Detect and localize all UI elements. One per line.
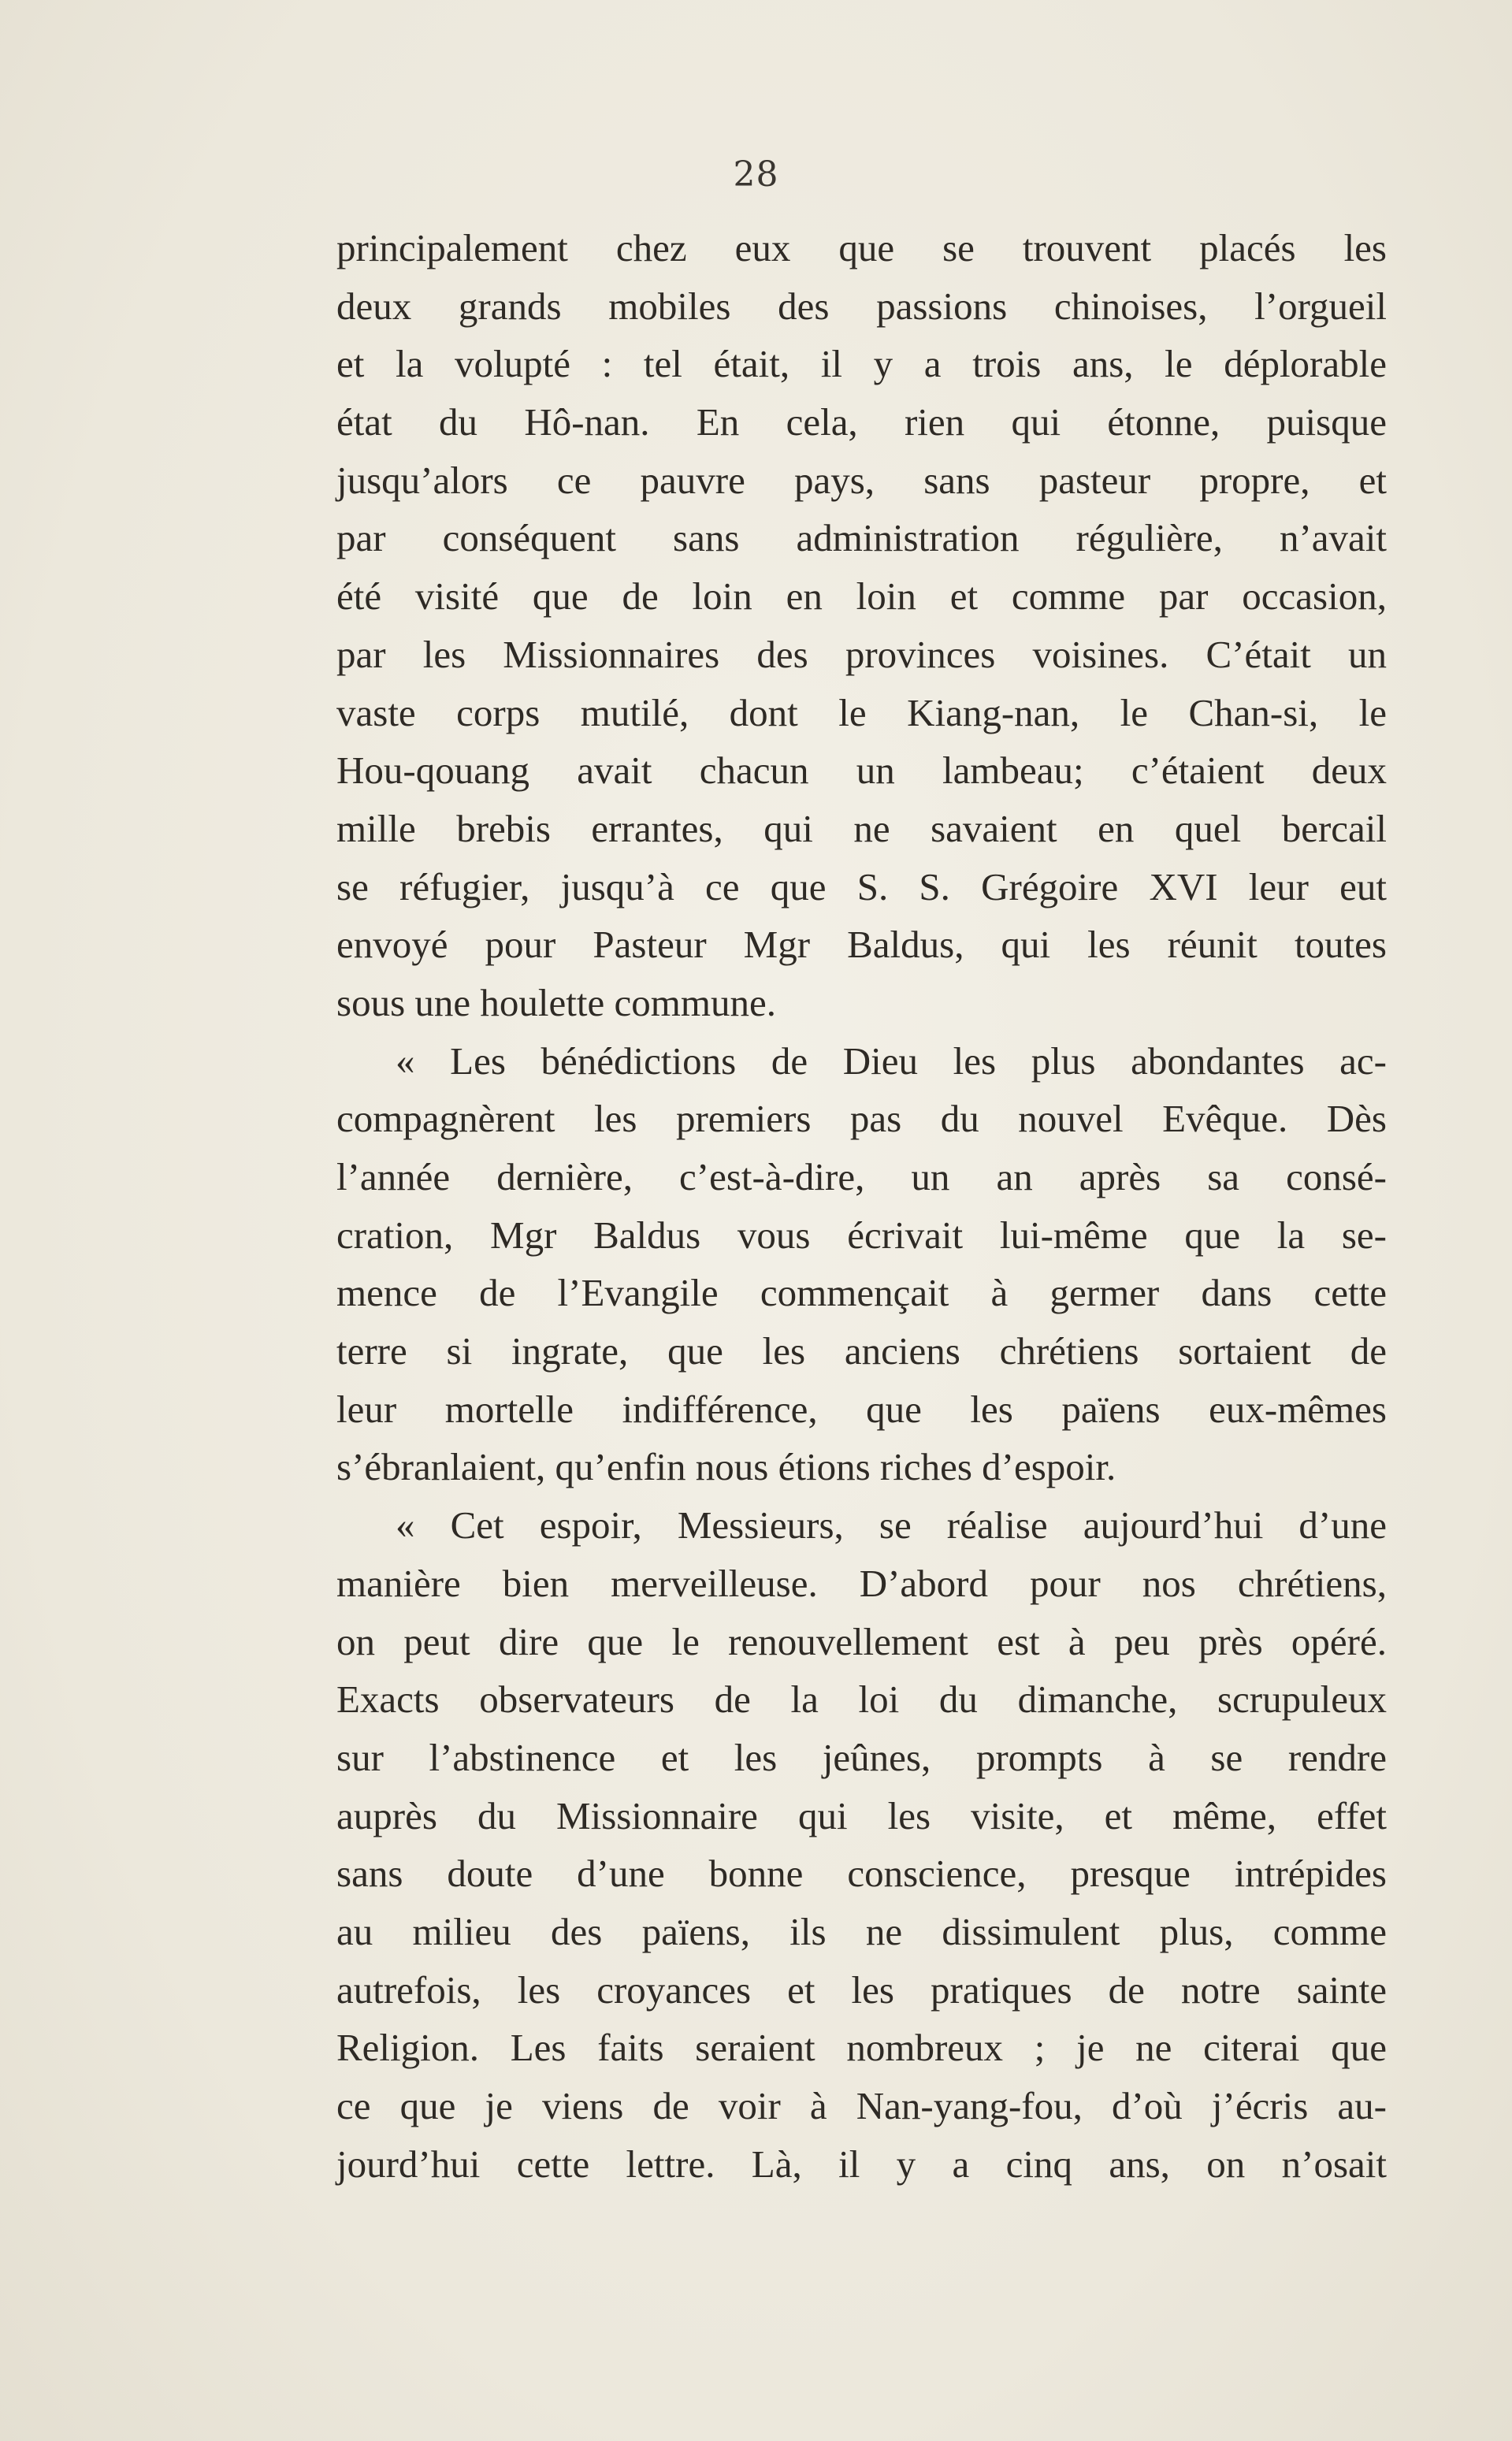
text-line: sur l’abstinence et les jeûnes, prompts à se rendre: [336, 1735, 1387, 1779]
text-line: l’année dernière, c’est-à-dire, un an après sa consé-: [336, 1155, 1387, 1198]
text-line: Religion. Les faits seraient nombreux ; je ne citerai que: [336, 2026, 1387, 2070]
text-line: auprès du Missionnaire qui les visite, et même, effet: [336, 1793, 1387, 1837]
text-line: et la volupté : tel était, il y a trois ans, le déplorable: [336, 342, 1387, 386]
text-line: vaste corps mutilé, dont le Kiang-nan, le Chan-si, le: [336, 690, 1387, 734]
text-line: terre si ingrate, que les anciens chrétiens sortaient de: [336, 1329, 1387, 1373]
text-line: sous une houlette commune.: [336, 980, 776, 1024]
text-line: leur mortelle indifférence, que les païens eux-mêmes: [336, 1387, 1387, 1431]
text-line: sans doute d’une bonne conscience, presque intrépides: [336, 1852, 1387, 1896]
text-line: ce que je viens de voir à Nan-yang-fou, d’où j’écris au-: [336, 2084, 1387, 2127]
text-line: deux grands mobiles des passions chinoises, l’orgueil: [336, 284, 1387, 328]
text-line: mille brebis errantes, qui ne savaient en quel bercail: [336, 806, 1387, 850]
text-line: se réfugier, jusqu’à ce que S. S. Grégoire XVI leur eut: [336, 864, 1387, 908]
text-line: autrefois, les croyances et les pratiques de notre sainte: [336, 1967, 1387, 2012]
text-line: par conséquent sans administration régulière, n’avait: [336, 516, 1387, 560]
text-line: cration, Mgr Baldus vous écrivait lui-même que la se-: [336, 1213, 1387, 1257]
text-line: jusqu’alors ce pauvre pays, sans pasteur propre, et: [336, 458, 1387, 502]
text-line: manière bien merveilleuse. D’abord pour nos chrétiens,: [336, 1561, 1387, 1605]
page-number: 28: [733, 154, 779, 195]
text-line: Exacts observateurs de la loi du dimanche, scrupuleux: [336, 1677, 1387, 1722]
text-line: Hou-qouang avait chacun un lambeau; c’étaient deux: [336, 749, 1387, 793]
text-line: été visité que de loin en loin et comme par occasion,: [336, 574, 1387, 619]
text-line: jourd’hui cette lettre. Là, il y a cinq ans, on n’osait: [336, 2142, 1387, 2186]
text-line: mence de l’Evangile commençait à germer dans cette: [336, 1271, 1387, 1315]
paragraph-start-line: « Cet espoir, Messieurs, se réalise aujourd’hui d’une: [396, 1503, 1387, 1547]
paragraph-start-line: « Les bénédictions de Dieu les plus abondantes ac-: [396, 1038, 1387, 1083]
text-line: état du Hô-nan. En cela, rien qui étonne, puisque: [336, 400, 1387, 444]
text-line: compagnèrent les premiers pas du nouvel Evêque. Dès: [336, 1097, 1387, 1141]
text-line: au milieu des païens, ils ne dissimulent plus, comme: [336, 1909, 1387, 1953]
text-line: on peut dire que le renouvellement est à peu près opéré.: [336, 1619, 1387, 1663]
text-line: envoyé pour Pasteur Mgr Baldus, qui les réunit toutes: [336, 923, 1387, 967]
text-line: par les Missionnaires des provinces voisines. C’était un: [336, 632, 1387, 676]
body-text: [336, 219, 1387, 2193]
text-line: s’ébranlaient, qu’enfin nous étions riches d’espoir.: [336, 1445, 1116, 1489]
text-line: principalement chez eux que se trouvent placés les: [336, 226, 1387, 269]
